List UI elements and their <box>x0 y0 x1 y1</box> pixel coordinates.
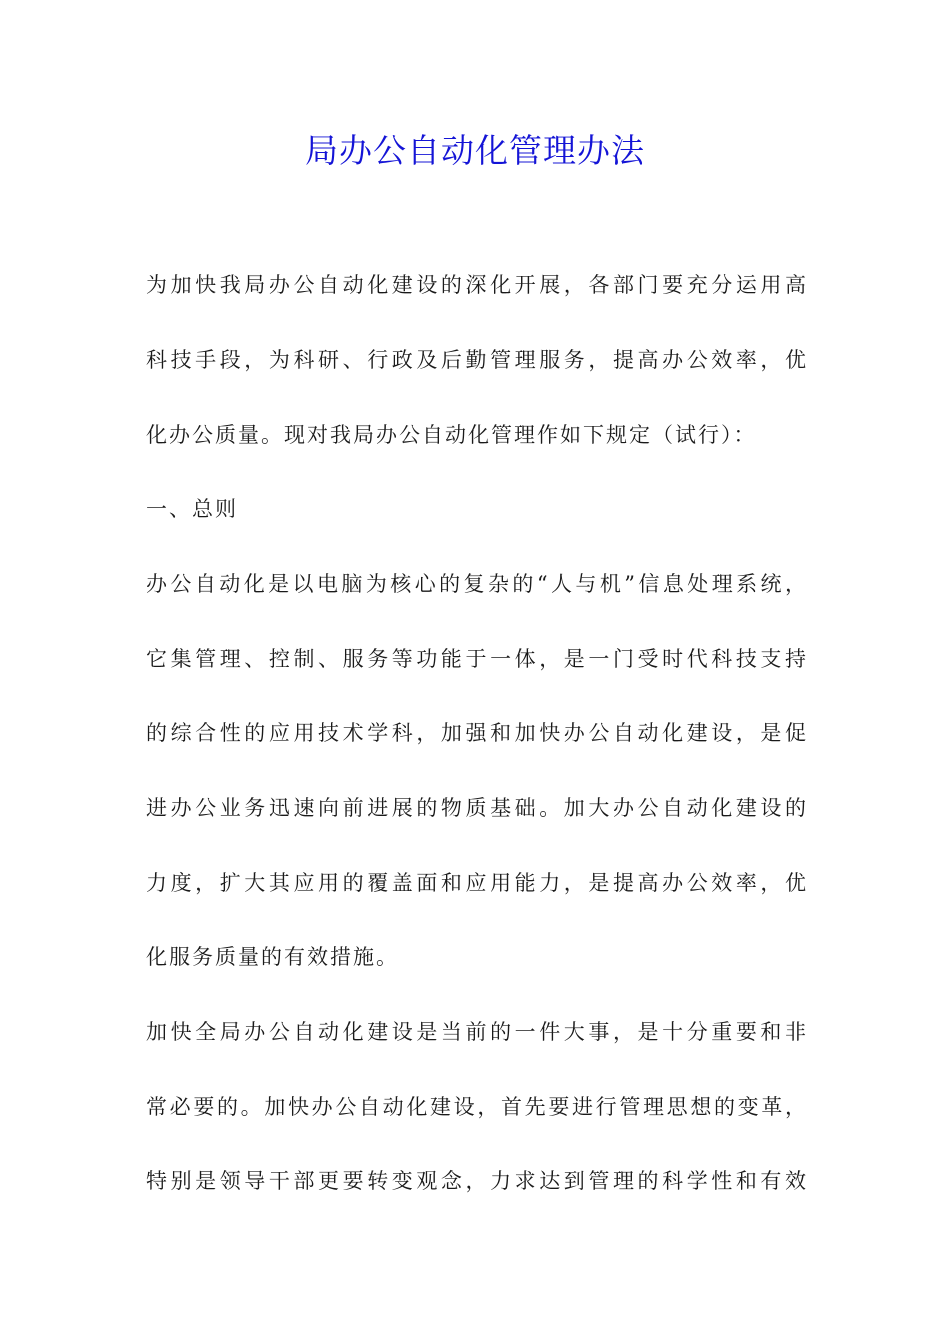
document-title: 局办公自动化管理办法 <box>305 131 645 170</box>
body-line-10: 化服务质量的有效措施。 <box>146 945 399 969</box>
body-line-5: 办公自动化是以电脑为核心的复杂的“人与机”信息处理系统， <box>146 572 806 596</box>
body-line-9: 力度，扩大其应用的覆盖面和应用能力，是提高办公效率，优 <box>146 871 806 895</box>
body-line-1: 为加快我局办公自动化建设的深化开展，各部门要充分运用高 <box>146 273 806 297</box>
body-line-11: 加快全局办公自动化建设是当前的一件大事，是十分重要和非 <box>146 1020 806 1044</box>
body-line-12: 常必要的。加快办公自动化建设，首先要进行管理思想的变革， <box>146 1095 806 1119</box>
body-line-2: 科技手段，为科研、行政及后勤管理服务，提高办公效率，优 <box>146 348 806 372</box>
body-line-6: 它集管理、控制、服务等功能于一体，是一门受时代科技支持 <box>146 647 806 671</box>
body-line-7: 的综合性的应用技术学科，加强和加快办公自动化建设，是促 <box>146 721 806 745</box>
body-line-8: 进办公业务迅速向前进展的物质基础。加大办公自动化建设的 <box>146 796 806 820</box>
body-line-3: 化办公质量。现对我局办公自动化管理作如下规定（试行）： <box>146 423 757 447</box>
section-heading-general: 一、总则 <box>146 497 238 521</box>
body-line-13: 特别是领导干部更要转变观念，力求达到管理的科学性和有效 <box>146 1169 806 1193</box>
